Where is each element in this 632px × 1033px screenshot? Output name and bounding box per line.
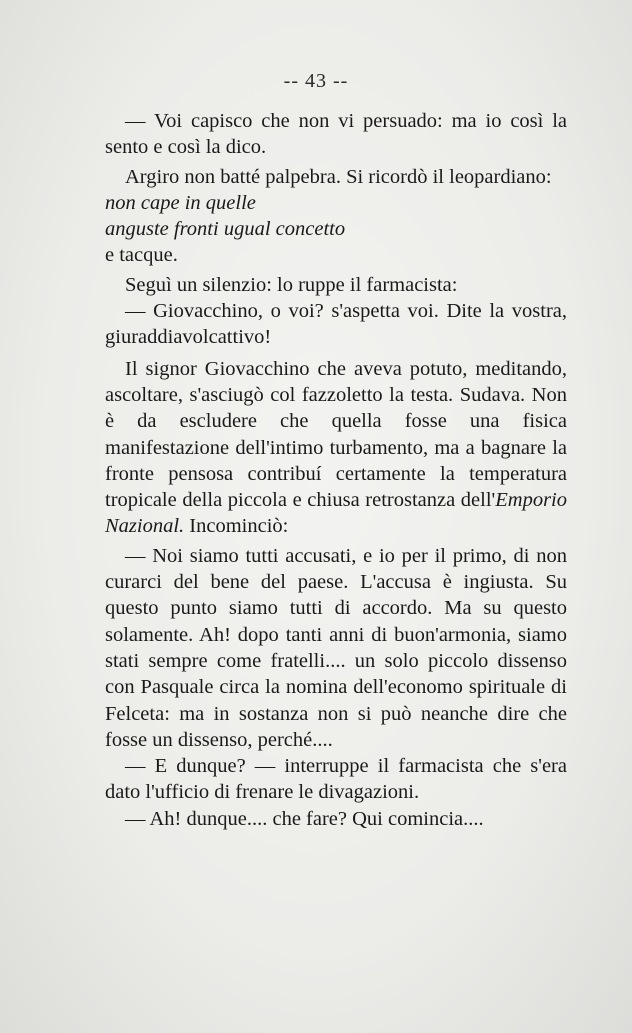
paragraph-7: — Noi siamo tutti accusati, e io per il primo, di non curarci del bene del paese. L'accusa è ingiusta. Su questo punto siamo tutti di accordo. Ma su questo solamente. Ah! dopo tanti anni di buon'armonia, siamo stati sempre come fratelli.... un solo piccolo dissenso con Pasquale circa la nomina dell'economo spirituale di Felceta: ma in sostanza non si può neanche dire che fosse un dissenso, perché.... — [105, 544, 567, 751]
verse-line-2: anguste fronti ugual concetto — [105, 218, 346, 241]
paragraph-1: — Voi capisco che non vi persuado: ma io così la sento e così la dico. — [105, 110, 567, 159]
paragraph-2: Argiro non batté palpebra. Si ricordò il leopardiano: — [125, 165, 552, 188]
paragraph-6 — [105, 356, 567, 540]
verse-line-1: non cape in quelle — [105, 191, 256, 214]
paragraph-4: Seguì un silenzio: lo ruppe il farmacista: — [125, 273, 458, 296]
page-number: -- 43 -- — [283, 70, 349, 92]
paragraph-3: e tacque. — [105, 244, 178, 267]
paragraph-6-text-a: Il signor Giovacchino che aveva potuto, meditando, ascoltare, s'asciugò col fazzoletto la testa. Sudava. Non è da escludere che quella fosse una fisica manifestazione dell'intimo turbamento, ma a bagnare la fronte pensosa contribuí certamente la temperatura tropicale della piccola e chiusa retrostanza dell' — [105, 357, 567, 512]
paragraph-9: — Ah! dunque.... che fare? Qui comincia.... — [125, 807, 484, 830]
body-text — [105, 108, 567, 832]
paragraph-6-text-b: Incominciò: — [184, 515, 289, 538]
paragraph-5: — Giovacchino, o voi? s'aspetta voi. Dite la vostra, giuraddiavolcattivo! — [105, 300, 567, 349]
emporio-title: Emporio Nazional. — [105, 489, 567, 538]
paragraph-8: — E dunque? — interruppe il farmacista che s'era dato l'ufficio di frenare le divagazioni. — [105, 755, 567, 804]
